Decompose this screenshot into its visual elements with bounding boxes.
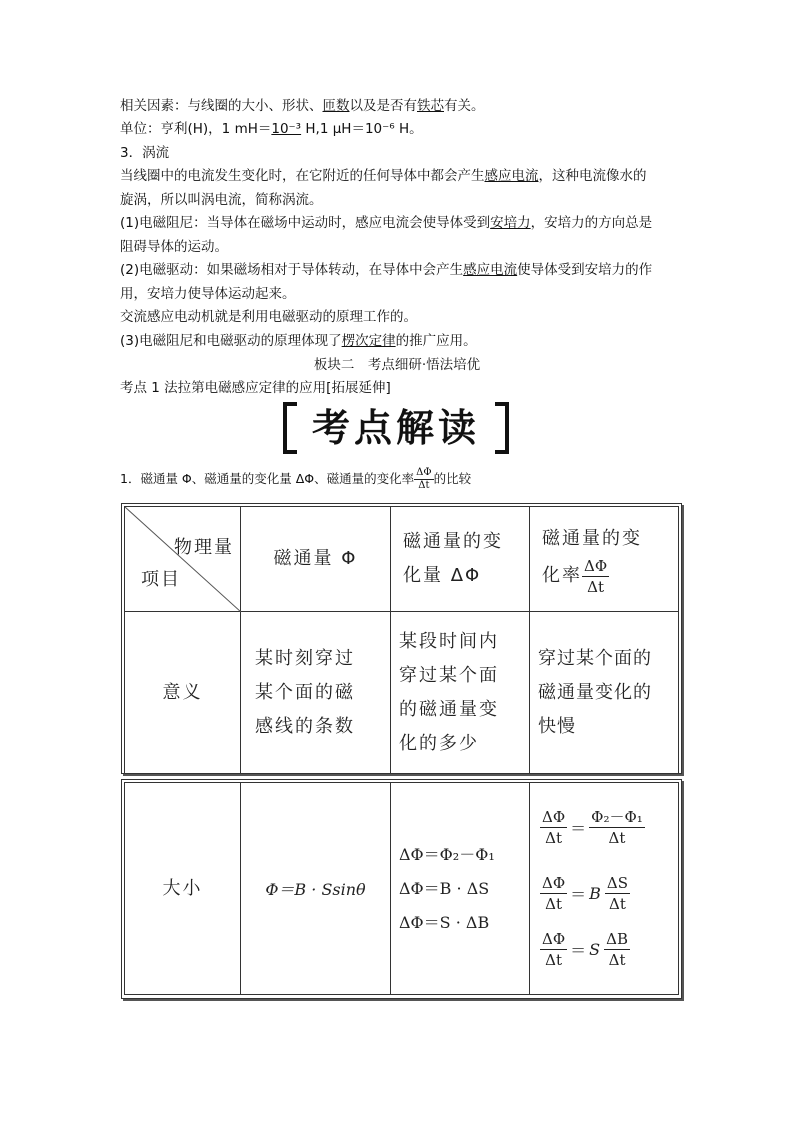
text: 意义 <box>162 681 203 703</box>
fill-blank: 安培力 <box>490 215 531 231</box>
cell-meaning-flux <box>241 612 391 774</box>
text: 某时刻穿过 <box>255 647 355 669</box>
text: 化量 ΔΦ <box>403 565 482 586</box>
para-motor: 交流感应电动机就是利用电磁驱动的原理工作的。 <box>120 309 417 325</box>
denominator: Δt <box>609 895 626 913</box>
formula: ΔΦ＝Φ₂－Φ₁ <box>399 844 495 864</box>
numerator: ΔB <box>606 930 628 948</box>
numerator: ΔΦ <box>542 808 566 826</box>
text: 化率 <box>542 565 582 586</box>
numerator: ΔΦ <box>542 874 566 892</box>
text: 磁通量的变 <box>542 527 642 549</box>
text: 当线圈中的电流发生变化时，在它附近的任何导体中都会产生 <box>120 168 485 184</box>
fill-blank: 感应电流 <box>463 262 518 278</box>
denominator: Δt <box>608 829 626 847</box>
para-eddy-2: 旋涡，所以叫涡电流，简称涡流。 <box>120 192 323 208</box>
numerator: ΔΦ <box>584 556 608 575</box>
equals-sign: ＝ <box>570 885 587 904</box>
para-unit <box>120 119 423 139</box>
fill-blank: 铁芯 <box>417 98 444 114</box>
banner-text: 考点解读 <box>311 406 480 450</box>
text: 单位：亨利(H)，1 mH＝ <box>120 121 272 137</box>
text: 的比较 <box>433 471 472 486</box>
numerator: Φ₂－Φ₁ <box>591 808 643 826</box>
para-damping-1 <box>120 213 652 233</box>
text: 相关因素：与线圈的大小、形状、 <box>120 98 323 114</box>
formula-rate-1 <box>540 806 678 850</box>
fill-blank: 楞次定律 <box>341 333 396 349</box>
numerator: ΔΦ <box>416 466 432 478</box>
formula: ΔΦ＝B · ΔS <box>399 878 490 898</box>
text: (1)电磁阻尼：当导体在磁场中运动时，感应电流会使导体受到 <box>120 215 491 231</box>
fill-blank: 10⁻³ <box>271 121 302 137</box>
para-drive-2: 用，安培力使导体运动起来。 <box>120 286 296 302</box>
text: 某个面的磁 <box>255 681 355 703</box>
fraction <box>589 807 645 848</box>
text: 穿过某个面的 <box>538 647 652 669</box>
denominator: Δt <box>545 951 562 969</box>
text: (2)电磁驱动：如果磁场相对于导体转动，在导体中会产生 <box>120 262 464 278</box>
text: 快慢 <box>538 715 576 737</box>
para-drive-1 <box>120 260 652 280</box>
corner-bottom-label: 项目 <box>141 569 181 590</box>
fraction <box>605 873 630 914</box>
section-title: 板块二 考点细研·悟法培优 <box>313 357 481 373</box>
cell-meaning-flux-change <box>391 612 530 774</box>
formula: Φ＝B · Ssinθ <box>265 880 366 899</box>
corner-cell <box>125 507 241 612</box>
para-lenz <box>120 331 477 351</box>
text: 某段时间内 <box>399 630 499 652</box>
rate-label <box>542 556 678 597</box>
text: 有关。 <box>444 98 485 114</box>
text: 磁通量 Φ <box>273 548 358 569</box>
diagonal-line <box>125 507 241 612</box>
text: 使导体受到安培力的作 <box>517 262 653 278</box>
comparison-table-top <box>124 506 679 774</box>
fill-blank: 匝数 <box>322 98 350 114</box>
text: ，安培力的方向总是 <box>530 215 653 231</box>
comparison-intro <box>120 464 471 494</box>
table-row-meaning <box>125 612 679 774</box>
equals-sign: ＝ <box>570 819 587 838</box>
text: H,1 μH＝10⁻⁶ H。 <box>301 121 423 137</box>
row-head-meaning <box>125 612 241 774</box>
denominator: Δt <box>608 951 626 969</box>
table-row-magnitude <box>125 783 679 995</box>
cell-magnitude-flux <box>241 783 391 995</box>
numerator: ΔS <box>606 874 629 892</box>
text: (3)电磁阻尼和电磁驱动的原理体现了 <box>120 333 342 349</box>
heading-eddy-current: 3．涡流 <box>120 145 170 161</box>
cell-meaning-flux-rate <box>530 612 679 774</box>
text: 1．磁通量 Φ、磁通量的变化量 ΔΦ、磁通量的变化率 <box>120 471 415 486</box>
bracket-right <box>495 402 509 454</box>
fraction <box>414 467 433 492</box>
text: 以及是否有 <box>349 98 417 114</box>
row-head-magnitude <box>125 783 241 995</box>
text: 穿过某个面 <box>399 664 499 686</box>
fraction <box>540 807 567 848</box>
denominator: Δt <box>545 895 562 913</box>
comparison-table-bottom <box>124 782 679 995</box>
equals-sign: ＝ <box>570 941 587 960</box>
text: 大小 <box>162 877 203 899</box>
fraction <box>540 929 567 970</box>
banner-kaodian-jiedu <box>283 402 509 454</box>
fraction <box>604 929 630 970</box>
text: 的推广应用。 <box>395 333 477 349</box>
formula: ΔΦ＝S · ΔB <box>399 912 490 932</box>
cell-magnitude-flux-change <box>391 783 530 995</box>
text: 化的多少 <box>399 732 479 754</box>
corner-top-label: 物理量 <box>174 537 234 558</box>
fill-blank: 感应电流 <box>484 168 539 184</box>
topic-heading: 考点 1 法拉第电磁感应定律的应用[拓展延伸] <box>120 380 391 396</box>
para-related-factors <box>120 96 485 116</box>
denominator: Δt <box>545 829 562 847</box>
coefficient: B <box>589 884 601 903</box>
coefficient: S <box>589 940 601 959</box>
denominator: Δt <box>587 577 604 596</box>
denominator: Δt <box>418 479 430 491</box>
col-header-flux-change <box>391 507 530 612</box>
col-header-flux <box>241 507 391 612</box>
text: 磁通量变化的 <box>538 681 652 703</box>
fraction <box>582 556 609 597</box>
numerator: ΔΦ <box>542 930 566 948</box>
text: ，这种电流像水的 <box>538 168 647 184</box>
formula-rate-3 <box>540 928 678 972</box>
text: 磁通量的变 <box>403 531 503 552</box>
formula-rate-2 <box>540 872 678 916</box>
para-eddy-1 <box>120 166 647 186</box>
para-damping-2: 阻碍导体的运动。 <box>120 239 228 255</box>
cell-magnitude-flux-rate <box>530 783 679 995</box>
text: 的磁通量变 <box>399 698 499 720</box>
text: 感线的条数 <box>255 715 355 737</box>
fraction <box>540 873 567 914</box>
bracket-left <box>283 402 297 454</box>
table-header-row <box>125 507 679 612</box>
col-header-flux-rate <box>530 507 679 612</box>
